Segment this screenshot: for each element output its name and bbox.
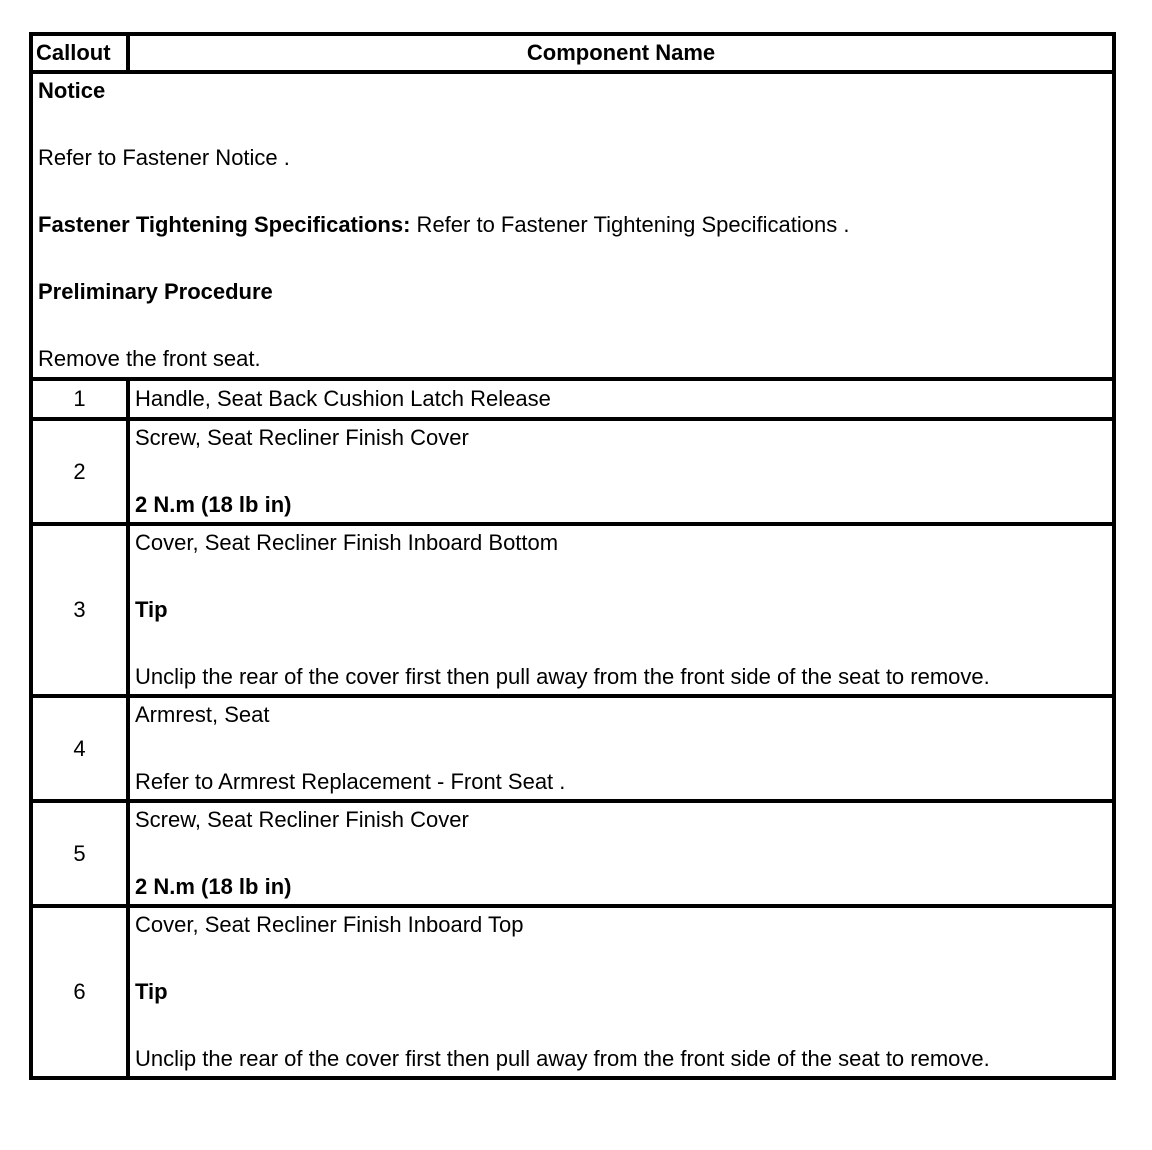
table-row: [31, 906, 1114, 1078]
component-name-column-header: Component Name: [128, 34, 1114, 72]
callout-number: 4: [31, 696, 128, 801]
tip-label: Tip: [135, 597, 168, 622]
notice-text: Refer to Fastener Notice .: [38, 145, 290, 170]
torque-spec: 2 N.m (18 lb in): [135, 874, 292, 899]
header-row: [31, 34, 1114, 72]
callout-column-header: Callout: [31, 34, 128, 72]
fastener-spec-line: [38, 212, 1106, 238]
callout-number: 5: [31, 801, 128, 906]
preliminary-procedure-text: Remove the front seat.: [38, 346, 261, 371]
callout-number: 1: [31, 379, 128, 419]
component-name: Cover, Seat Recliner Finish Inboard Top: [135, 912, 524, 937]
component-name-cell: [128, 906, 1114, 1078]
table-row: [31, 801, 1114, 906]
callout-number: 3: [31, 524, 128, 696]
table-row: [31, 696, 1114, 801]
component-name-cell: [128, 419, 1114, 524]
fastener-spec-label: Fastener Tightening Specifications:: [38, 212, 411, 237]
component-name-cell: [128, 696, 1114, 801]
tip-text: Unclip the rear of the cover first then pull away from the front side of the seat to remove.: [135, 1046, 990, 1071]
notice-cell: [31, 72, 1114, 379]
notice-row: [31, 72, 1114, 379]
torque-spec: 2 N.m (18 lb in): [135, 492, 292, 517]
fastener-spec-text: Refer to Fastener Tightening Specifications .: [410, 212, 850, 237]
component-name: Screw, Seat Recliner Finish Cover: [135, 425, 469, 450]
component-name: Handle, Seat Back Cushion Latch Release: [135, 386, 551, 411]
reference-note: Refer to Armrest Replacement - Front Seat .: [135, 769, 566, 794]
parts-table: [29, 32, 1116, 1080]
tip-label: Tip: [135, 979, 168, 1004]
component-name: Screw, Seat Recliner Finish Cover: [135, 807, 469, 832]
table-row: [31, 524, 1114, 696]
notice-title: Notice: [38, 78, 106, 103]
table-row: [31, 419, 1114, 524]
component-name: Armrest, Seat: [135, 702, 270, 727]
component-name: Cover, Seat Recliner Finish Inboard Bottom: [135, 530, 559, 555]
component-name-cell: [128, 801, 1114, 906]
component-name-cell: [128, 379, 1114, 419]
callout-number: 6: [31, 906, 128, 1078]
tip-text: Unclip the rear of the cover first then pull away from the front side of the seat to remove.: [135, 664, 990, 689]
callout-number: 2: [31, 419, 128, 524]
table-row: [31, 379, 1114, 419]
component-name-cell: [128, 524, 1114, 696]
preliminary-procedure-title: Preliminary Procedure: [38, 279, 273, 304]
